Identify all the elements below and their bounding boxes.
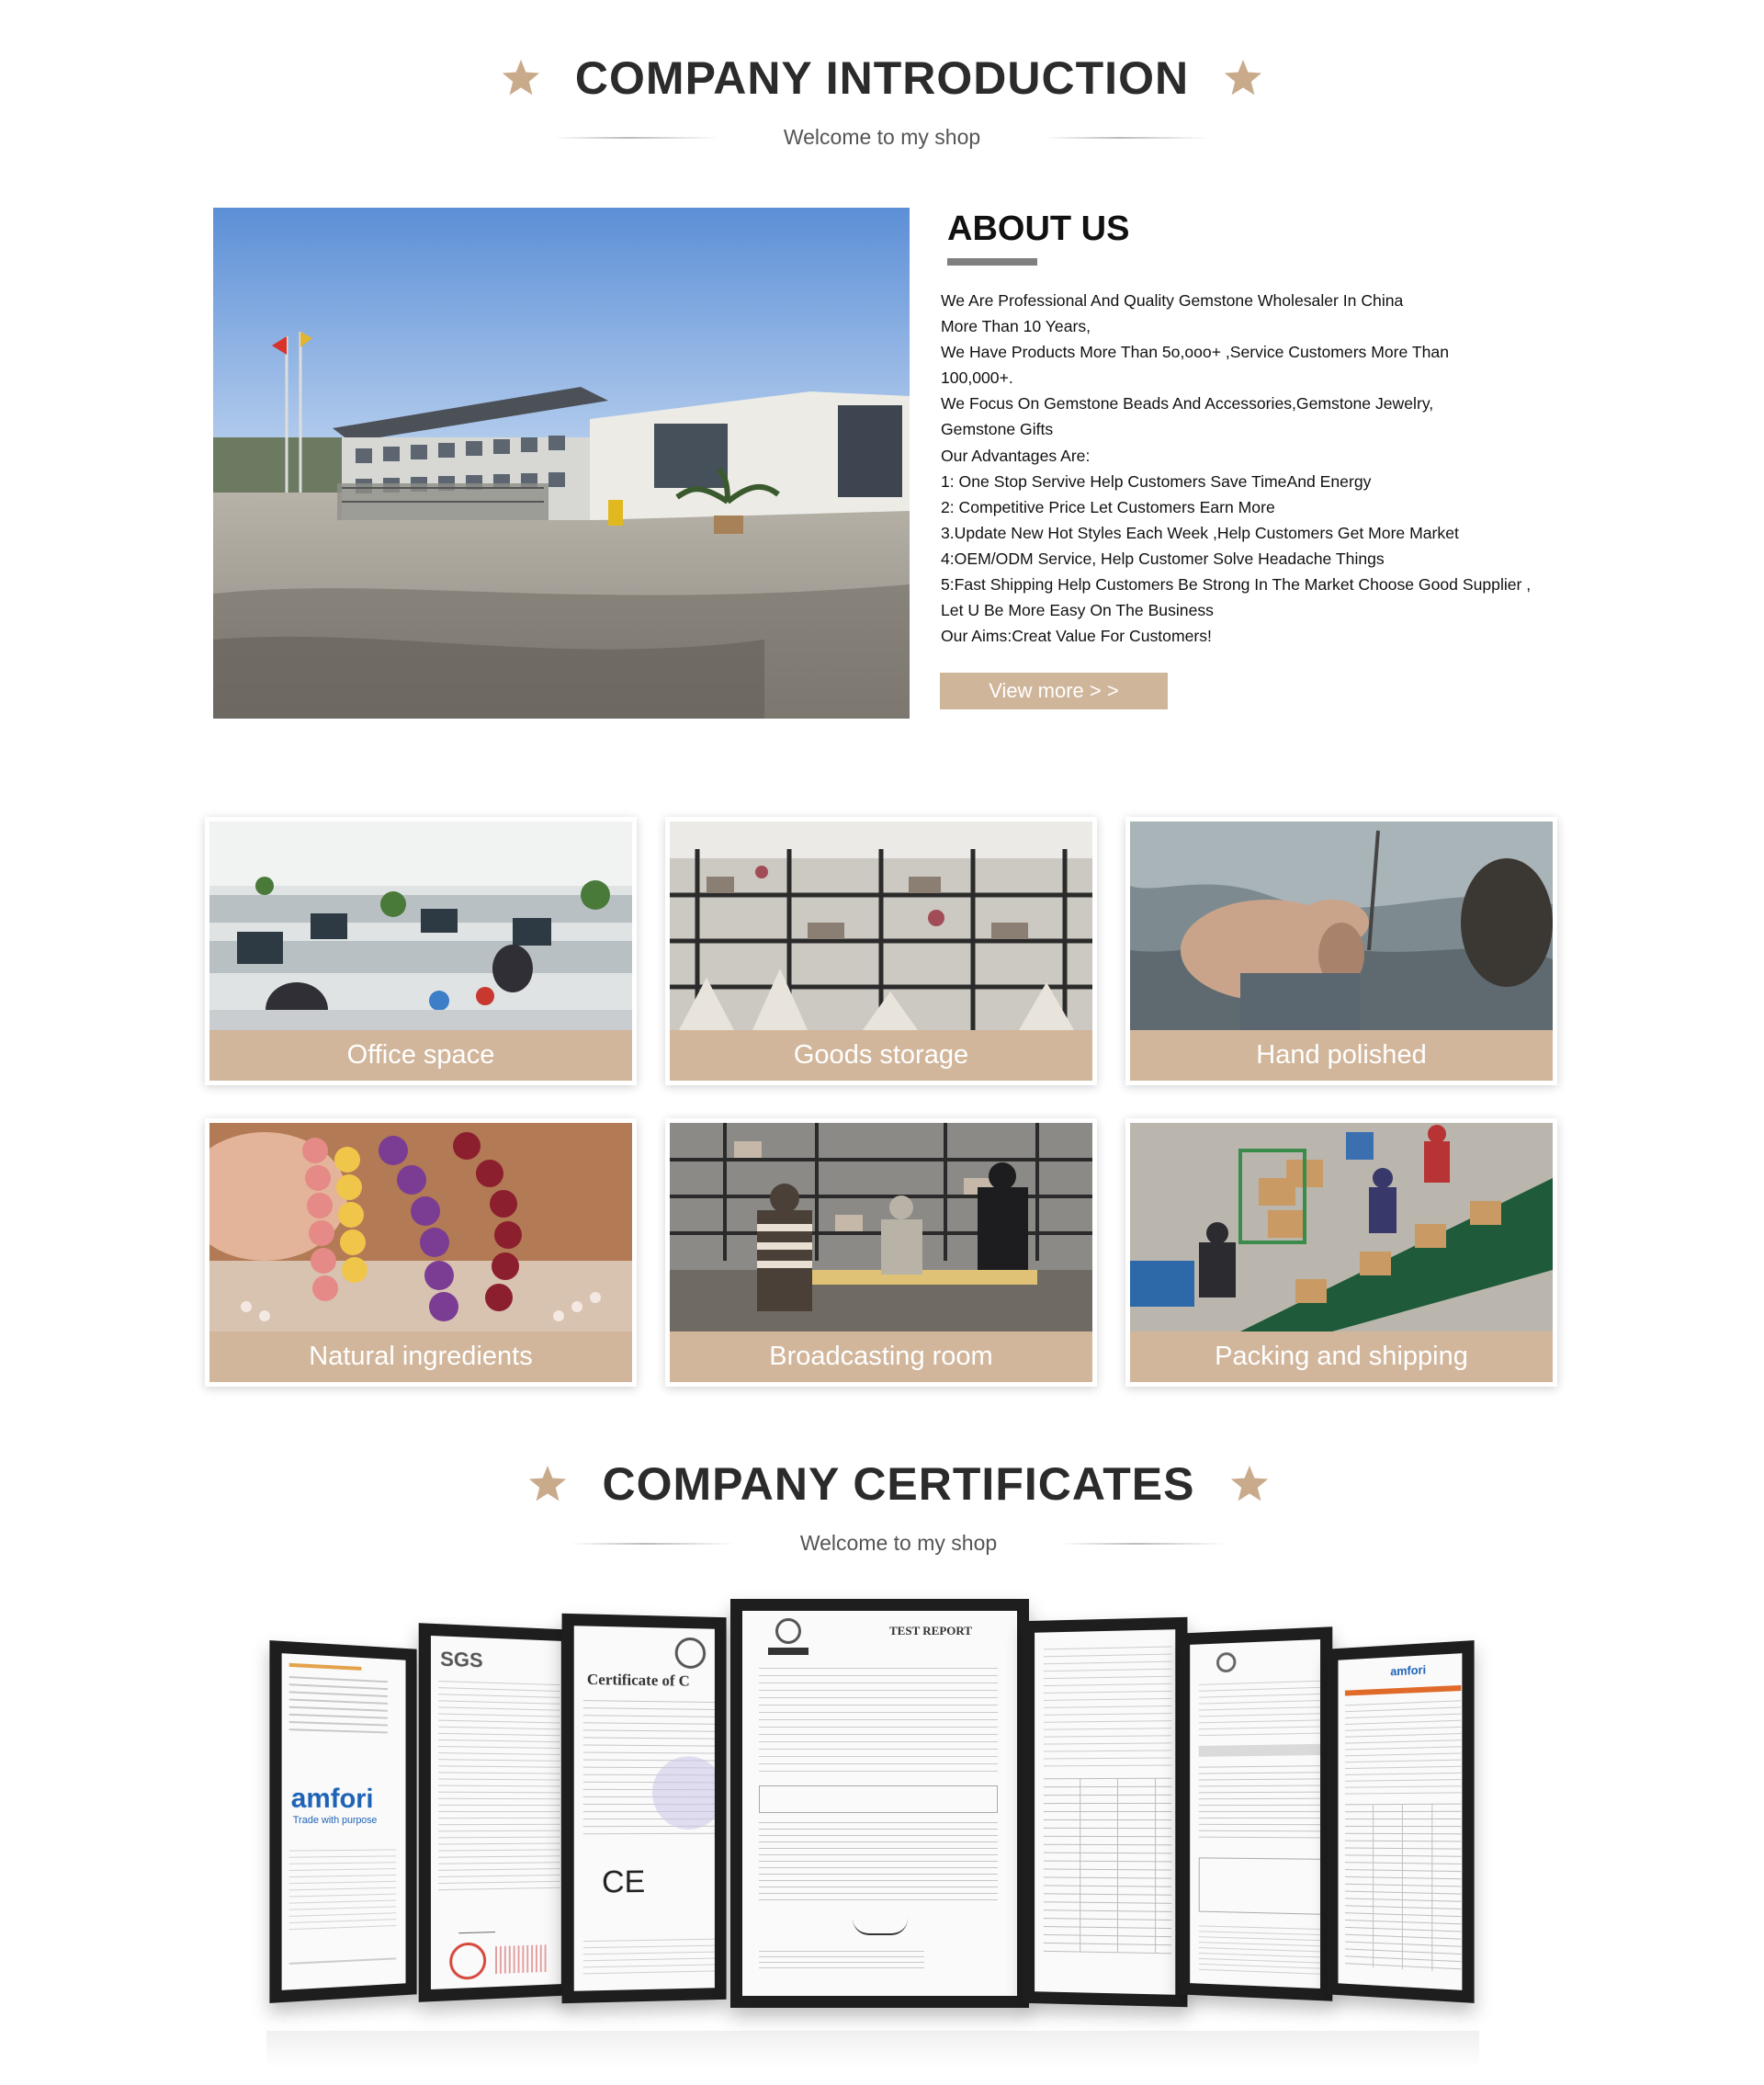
broadcasting-room-photo (670, 1123, 1092, 1331)
gallery-card-packing-and-shipping[interactable] (1125, 1118, 1557, 1387)
about-line: 3.Update New Hot Styles Each Week ,Help Customers Get More Market (941, 523, 1459, 542)
goods-storage-photo (670, 822, 1092, 1030)
about-line: Our Aims:Creat Value For Customers! (941, 627, 1212, 646)
certificate-document (431, 1636, 561, 1989)
divider-left (571, 1543, 736, 1545)
certificates-gallery (266, 1599, 1479, 2040)
amfori-logo: amfori (290, 1783, 374, 1815)
gallery-card-office-space[interactable] (205, 817, 637, 1085)
about-line: 100,000+. (941, 368, 1013, 388)
ce-mark: CE (602, 1864, 646, 1900)
certificates-subtitle: Welcome to my shop (799, 1531, 998, 1555)
about-line: We Have Products More Than 5o,ooo+ ,Service Customers More Than (941, 343, 1450, 362)
certificate-frame[interactable] (1327, 1640, 1474, 2003)
certificate-frame[interactable] (419, 1623, 572, 2002)
about-line: 5:Fast Shipping Help Customers Be Strong In The Market Choose Good Supplier , (941, 575, 1532, 595)
gallery-card-natural-ingredients[interactable] (205, 1118, 637, 1387)
about-title: ABOUT US (947, 210, 1130, 248)
card-label: Office space (209, 1030, 632, 1081)
gallery-card-goods-storage[interactable] (665, 817, 1097, 1085)
gallery-card-hand-polished[interactable] (1125, 817, 1557, 1085)
divider-right (1045, 137, 1210, 139)
certificate-document (1035, 1629, 1175, 1995)
packing-and-shipping-photo (1130, 1123, 1553, 1331)
about-line: Our Advantages Are: (941, 446, 1091, 465)
factory-photo (213, 208, 910, 719)
certificates-title: COMPANY CERTIFICATES (602, 1458, 1195, 1510)
certificate-document (742, 1611, 1017, 1996)
intro-subtitle: Welcome to my shop (783, 125, 981, 149)
divider-left (554, 137, 719, 139)
card-label: Goods storage (670, 1030, 1092, 1081)
sgs-logo: SGS (440, 1647, 483, 1672)
star-icon (1222, 57, 1264, 99)
hand-polished-photo (1130, 822, 1553, 1030)
star-icon (500, 57, 542, 99)
natural-ingredients-photo (209, 1123, 632, 1331)
certificate-frame[interactable] (269, 1640, 416, 2003)
test-report-title: TEST REPORT (889, 1624, 972, 1637)
card-label: Hand polished (1130, 1030, 1553, 1081)
about-line: 4:OEM/ODM Service, Help Customer Solve Headache Things (941, 549, 1385, 568)
certificate-document (282, 1653, 406, 1990)
star-icon (526, 1463, 569, 1505)
view-more-button[interactable]: View more > > (940, 673, 1168, 709)
star-icon (1228, 1463, 1271, 1505)
about-underline (947, 258, 1037, 266)
about-line: We Are Professional And Quality Gemstone Wholesaler In China (941, 291, 1404, 310)
amfori-tagline: Trade with purpose (292, 1814, 378, 1827)
about-description (941, 288, 1575, 649)
certificate-document (1338, 1653, 1462, 1990)
about-line: 1: One Stop Servive Help Customers Save TimeAnd Energy (941, 471, 1372, 491)
certificate-frame[interactable] (730, 1599, 1029, 2008)
office-space-photo (209, 822, 632, 1030)
about-line: Let U Be More Easy On The Business (941, 601, 1214, 620)
certificate-frame[interactable] (562, 1614, 727, 2003)
about-line: More Than 10 Years, (941, 317, 1091, 336)
card-label: Packing and shipping (1130, 1331, 1553, 1382)
certificate-frame[interactable] (1179, 1626, 1332, 2001)
certificate-heading: Certificate of C (586, 1670, 690, 1690)
gallery-card-broadcasting-room[interactable] (665, 1118, 1097, 1387)
intro-header (0, 51, 1764, 150)
certificate-frame[interactable] (1023, 1617, 1187, 2007)
about-line: Gemstone Gifts (941, 420, 1054, 439)
about-line: 2: Competitive Price Let Customers Earn More (941, 497, 1275, 516)
about-section (941, 210, 1575, 649)
card-label: Natural ingredients (209, 1331, 632, 1382)
card-label: Broadcasting room (670, 1331, 1092, 1382)
floor-reflection (266, 2031, 1479, 2068)
certificate-document (1190, 1639, 1320, 1989)
certificates-header (17, 1457, 1764, 1556)
about-line: We Focus On Gemstone Beads And Accessories,Gemstone Jewelry, (941, 394, 1434, 414)
divider-right (1061, 1543, 1227, 1545)
amfori-small-logo: amfori (1390, 1662, 1427, 1679)
certificate-document (574, 1626, 715, 1991)
intro-title: COMPANY INTRODUCTION (574, 52, 1190, 104)
